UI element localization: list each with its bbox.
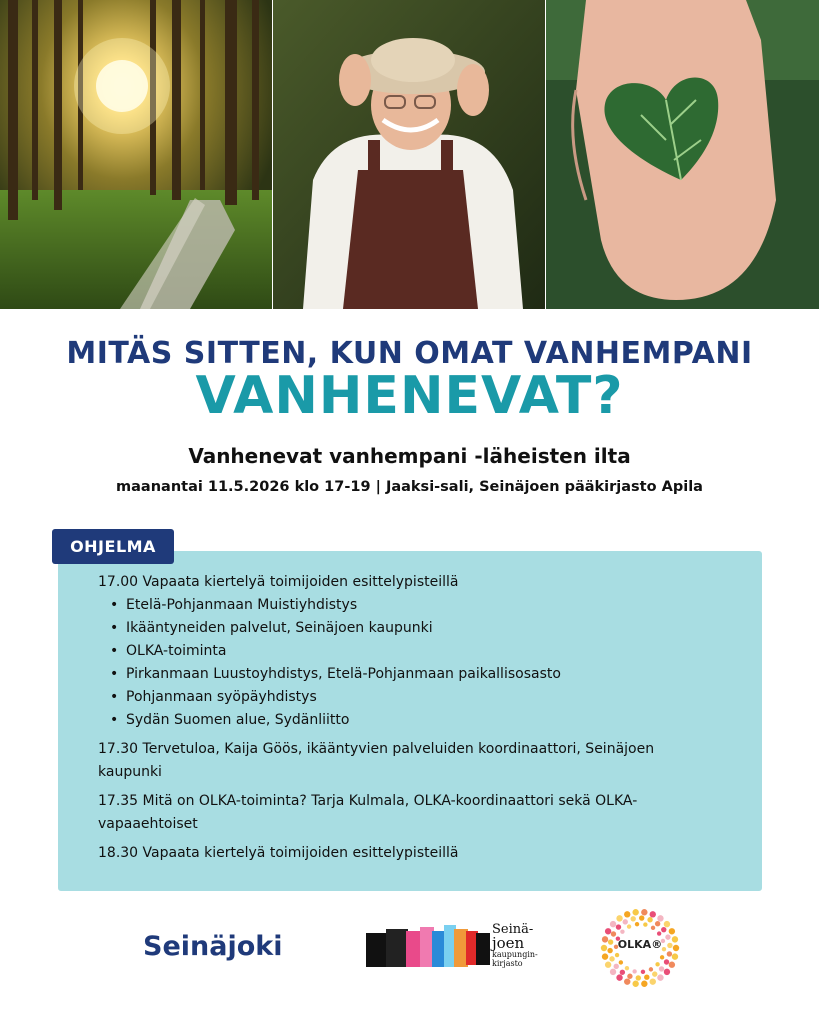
olka-dot [672, 953, 678, 959]
olka-dot [643, 922, 647, 926]
olka-logo [600, 908, 680, 988]
olka-dot [619, 960, 623, 964]
olka-dot [605, 928, 611, 934]
olka-dot [650, 978, 656, 984]
program-item-1730-line1: 17.30 Tervetuloa, Kaija Göös, ikääntyvien palveluiden koordinaattori, Seinäjoen [98, 741, 655, 757]
olka-dot [610, 921, 616, 927]
olka-dot [623, 919, 628, 924]
olka-dot [636, 975, 641, 980]
program-tab: OHJELMA [52, 529, 174, 564]
program-content [98, 571, 738, 865]
olka-dot [650, 911, 656, 917]
title-line2: VANHENEVAT? [195, 366, 624, 426]
olka-dot [644, 975, 649, 980]
olka-dot [631, 916, 636, 921]
olka-dot [625, 966, 629, 970]
olka-dot [651, 926, 655, 930]
olka-dot [616, 924, 621, 929]
olka-dot [632, 909, 638, 915]
bullet-item: • OLKA-toiminta [110, 640, 738, 663]
olka-dot [620, 929, 624, 933]
library-line4: kirjasto [492, 959, 523, 968]
olka-dot [620, 970, 625, 975]
library-line1: Seinä- [492, 922, 534, 937]
olka-dot [657, 931, 661, 935]
olka-dot [641, 981, 647, 987]
olka-dot [616, 915, 622, 921]
library-line2: joen [492, 934, 525, 952]
olka-dot [616, 974, 622, 980]
library-name [492, 923, 562, 968]
olka-dot [627, 974, 632, 979]
bullet-item: • Ikääntyneiden palvelut, Seinäjoen kaupunki [110, 617, 738, 640]
olka-dot [647, 917, 652, 922]
olka-dot [649, 967, 653, 971]
hand-heart-photo [546, 0, 819, 309]
olka-dot [632, 969, 636, 973]
photo-strip [0, 0, 819, 309]
olka-dot [664, 921, 670, 927]
bullet-item: • Pirkanmaan Luustoyhdistys, Etelä-Pohjanmaan paikallisosasto [110, 663, 738, 686]
library-brush-icon [366, 921, 494, 975]
olka-dot [669, 928, 675, 934]
olka-dot [611, 931, 616, 936]
olka-dot [615, 953, 619, 957]
olka-dot [624, 978, 630, 984]
title-line1: MITÄS SITTEN, KUN OMAT VANHEMPANI [66, 336, 753, 371]
bullet-item: • Pohjanmaan syöpäyhdistys [110, 686, 738, 709]
event-dateline: maanantai 11.5.2026 klo 17-19 | Jaaksi-sali, Seinäjoen pääkirjasto Apila [116, 479, 703, 495]
bullet-item: • Etelä-Pohjanmaan Muistiyhdistys [110, 594, 738, 617]
olka-dot [664, 959, 669, 964]
bullet-item: • Sydän Suomen alue, Sydänliitto [110, 709, 738, 732]
olka-label: OLKA® [617, 938, 663, 951]
forest-photo [0, 0, 272, 309]
program-item-1730-line2: kaupunki [98, 764, 162, 780]
olka-dot [657, 974, 663, 980]
olka-dot [639, 915, 644, 920]
olka-dot [659, 966, 664, 971]
program-item-1735-line2: vapaaehtoiset [98, 816, 198, 832]
olka-dot [657, 915, 663, 921]
library-logo [366, 921, 556, 975]
olka-dot [605, 962, 611, 968]
subtitle: Vanhenevat vanhempani -läheisten ilta [188, 444, 631, 468]
olka-dot [655, 962, 659, 966]
program-item-1830: 18.30 Vapaata kiertelyä toimijoiden esittelypisteillä [98, 845, 459, 861]
olka-dot [610, 969, 616, 975]
program-bullet-list [98, 594, 738, 732]
olka-dot [664, 969, 670, 975]
olka-dot [655, 921, 660, 926]
olka-dot [624, 911, 630, 917]
program-item-1735-line1: 17.35 Mitä on OLKA-toiminta? Tarja Kulmala, OLKA-koordinaattori sekä OLKA- [98, 793, 638, 809]
olka-dot [661, 927, 666, 932]
olka-dot [641, 970, 645, 974]
olka-dot [635, 922, 639, 926]
library-line3: kaupungin- [492, 950, 538, 959]
program-item-1700: 17.00 Vapaata kiertelyä toimijoiden esittelypisteillä [98, 574, 459, 590]
olka-dot [609, 956, 614, 961]
olka-dot [652, 971, 657, 976]
olka-dot [632, 981, 638, 987]
olka-dot [602, 953, 608, 959]
olka-dot [614, 964, 619, 969]
olka-dot [627, 924, 631, 928]
seinajoki-logo: Seinäjoki [143, 931, 283, 962]
olka-dot [660, 955, 664, 959]
olka-dot [667, 951, 672, 956]
olka-dot [669, 962, 675, 968]
woman-photo [273, 0, 546, 309]
olka-dot [641, 909, 647, 915]
